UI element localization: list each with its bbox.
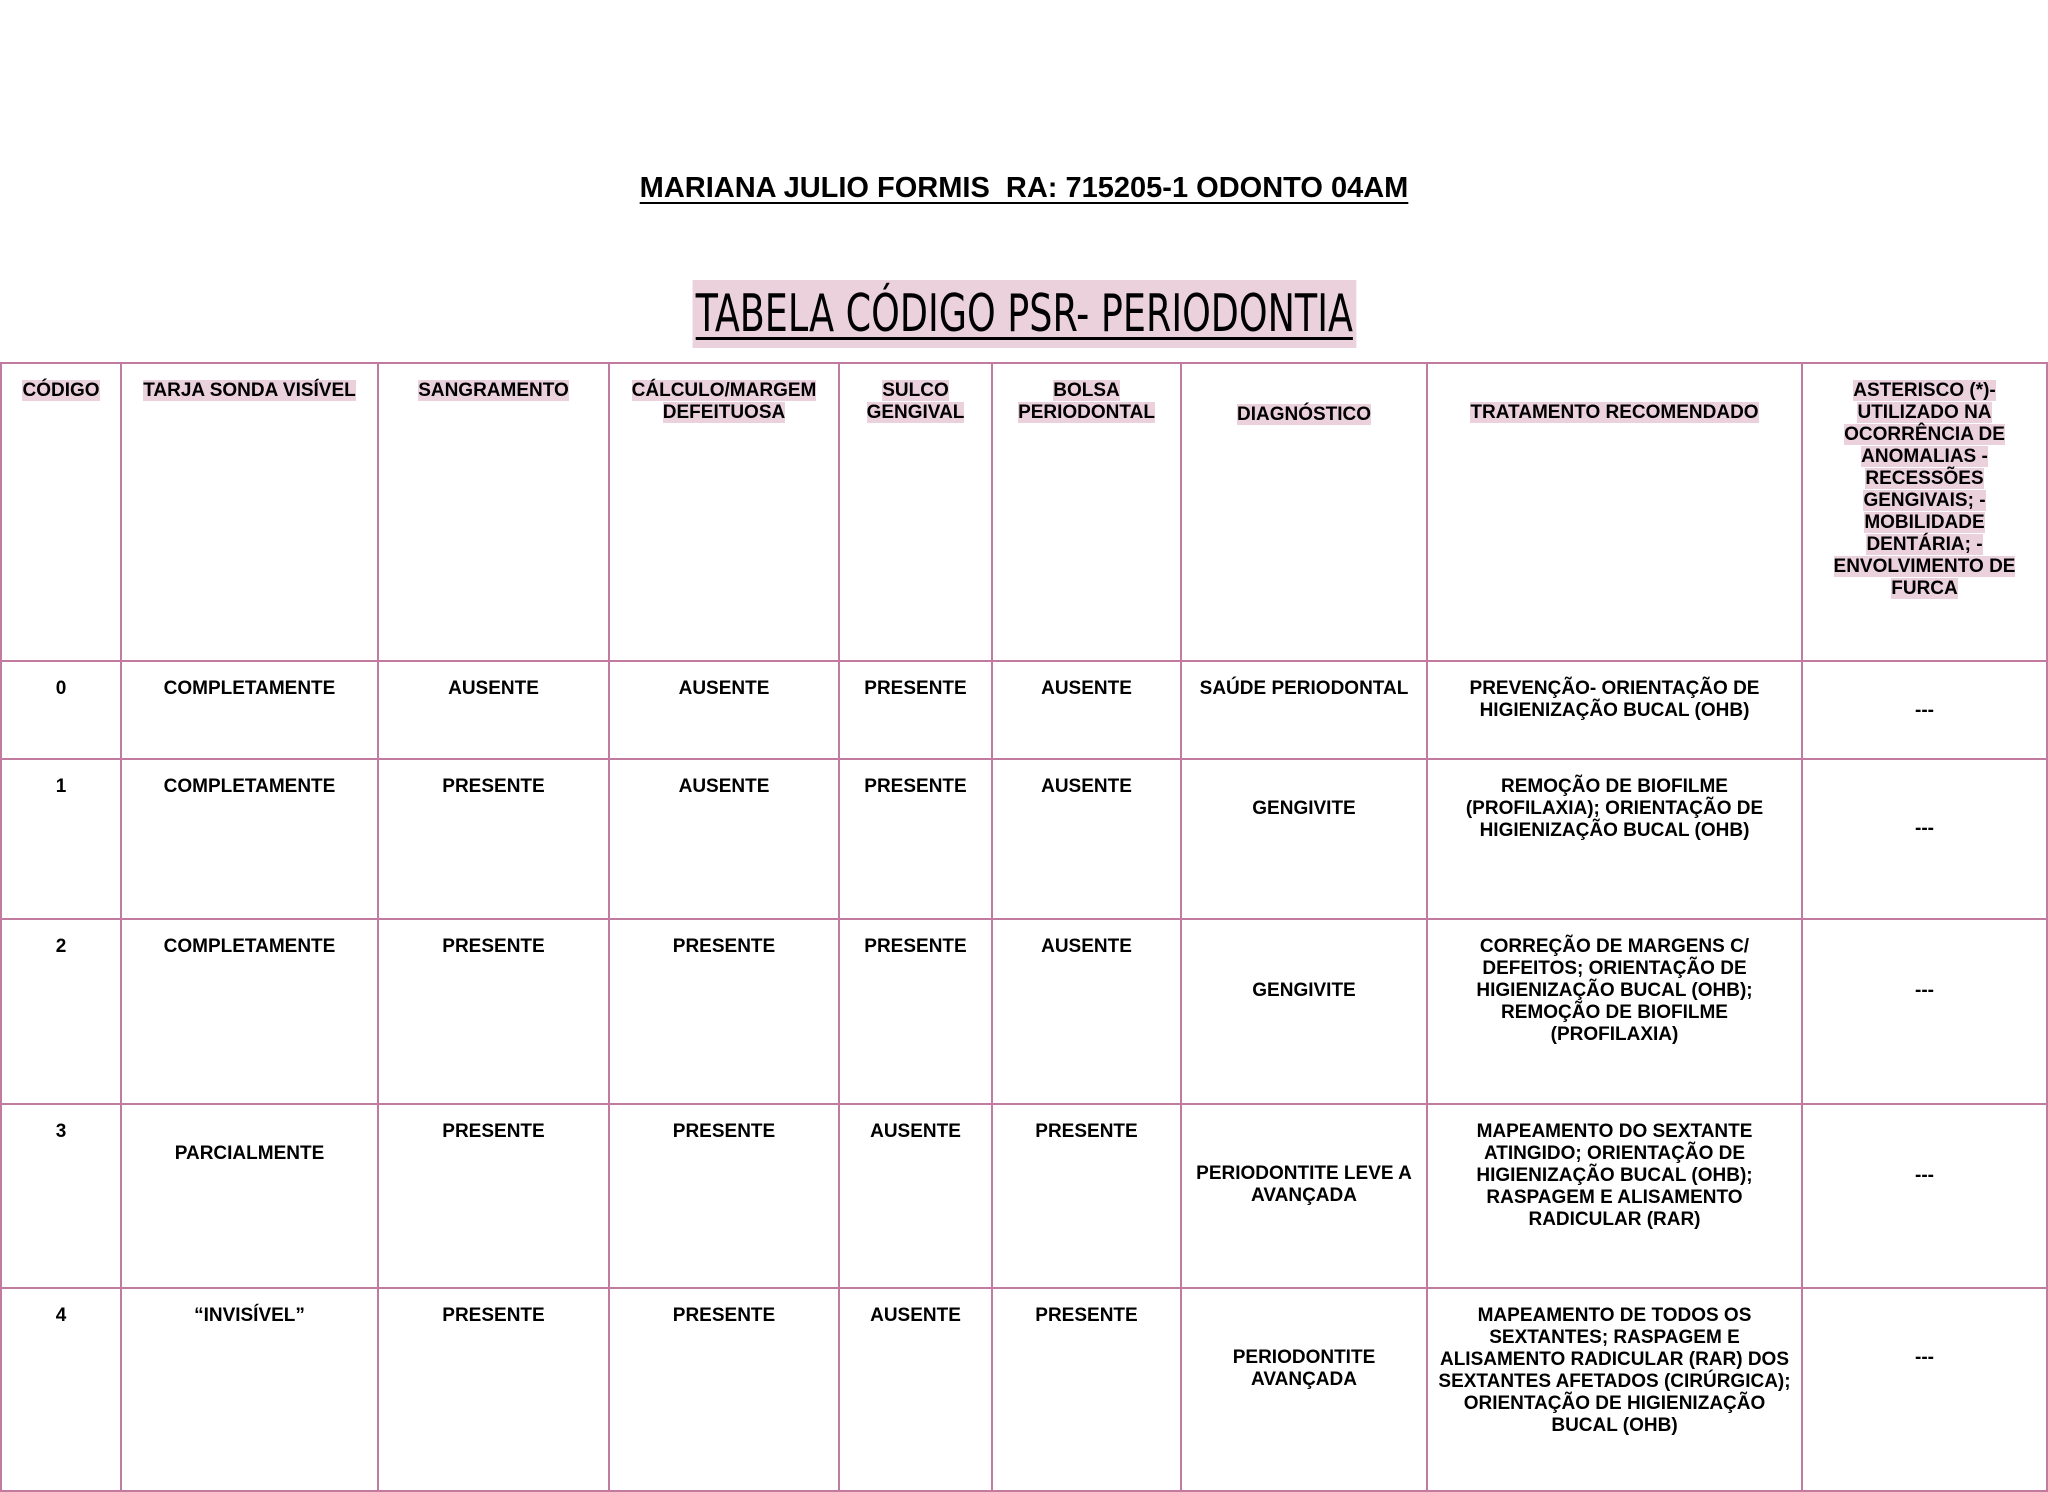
header-label: TARJA SONDA VISÍVEL: [143, 380, 356, 401]
header-label: DIAGNÓSTICO: [1236, 404, 1372, 425]
header-cell-calculo: [609, 363, 839, 661]
header-cell-asterisco: [1802, 363, 2047, 661]
cell-codigo: 3: [1, 1104, 121, 1288]
table-row: [1, 759, 2047, 919]
cell-bolsa: PRESENTE: [992, 1104, 1181, 1288]
cell-asterisco: ---: [1802, 1104, 2047, 1288]
header-label: CÓDIGO: [22, 380, 100, 401]
cell-asterisco: ---: [1802, 1288, 2047, 1491]
cell-bolsa: AUSENTE: [992, 759, 1181, 919]
header-cell-sangramento: [378, 363, 609, 661]
cell-sangramento: PRESENTE: [378, 919, 609, 1104]
document-title: TABELA CÓDIGO PSR- PERIODONTIA: [692, 280, 1355, 348]
table-row: [1, 919, 2047, 1104]
cell-tratamento: MAPEAMENTO DO SEXTANTE ATINGIDO; ORIENTAÇÃO DE HIGIENIZAÇÃO BUCAL (OHB); RASPAGEM E ALISAMENTO RADICULAR (RAR): [1427, 1104, 1802, 1288]
cell-codigo: 4: [1, 1288, 121, 1491]
table-row: [1, 1104, 2047, 1288]
cell-sulco: PRESENTE: [839, 759, 992, 919]
header-cell-tarja: [121, 363, 378, 661]
cell-diagnostico: GENGIVITE: [1181, 919, 1427, 1104]
cell-bolsa: PRESENTE: [992, 1288, 1181, 1491]
cell-codigo: 1: [1, 759, 121, 919]
table-row: [1, 1288, 2047, 1491]
cell-sulco: AUSENTE: [839, 1288, 992, 1491]
cell-tarja: COMPLETAMENTE: [121, 919, 378, 1104]
header-cell-tratamento: [1427, 363, 1802, 661]
cell-calculo: PRESENTE: [609, 1104, 839, 1288]
header-label: TRATAMENTO RECOMENDADO: [1470, 402, 1759, 423]
cell-tratamento: MAPEAMENTO DE TODOS OS SEXTANTES; RASPAGEM E ALISAMENTO RADICULAR (RAR) DOS SEXTANTES AFETADOS (CIRÚRGICA); ORIENTAÇÃO DE HIGIENIZAÇÃO BUCAL (OHB): [1427, 1288, 1802, 1491]
header-row: [1, 363, 2047, 661]
header-label: CÁLCULO/MARGEM DEFEITUOSA: [631, 380, 817, 423]
header-label: SANGRAMENTO: [418, 380, 569, 401]
cell-sulco: AUSENTE: [839, 1104, 992, 1288]
cell-sangramento: PRESENTE: [378, 1288, 609, 1491]
cell-sulco: PRESENTE: [839, 661, 992, 759]
cell-tarja: “INVISÍVEL”: [121, 1288, 378, 1491]
header-label: SULCO GENGIVAL: [866, 380, 965, 423]
cell-calculo: PRESENTE: [609, 1288, 839, 1491]
cell-codigo: 0: [1, 661, 121, 759]
cell-tratamento: CORREÇÃO DE MARGENS C/ DEFEITOS; ORIENTAÇÃO DE HIGIENIZAÇÃO BUCAL (OHB); REMOÇÃO DE BIOFILME (PROFILAXIA): [1427, 919, 1802, 1104]
cell-calculo: PRESENTE: [609, 919, 839, 1104]
cell-bolsa: AUSENTE: [992, 919, 1181, 1104]
cell-bolsa: AUSENTE: [992, 661, 1181, 759]
cell-tarja: COMPLETAMENTE: [121, 661, 378, 759]
cell-diagnostico: PERIODONTITE AVANÇADA: [1181, 1288, 1427, 1491]
cell-diagnostico: SAÚDE PERIODONTAL: [1181, 661, 1427, 759]
cell-tarja: COMPLETAMENTE: [121, 759, 378, 919]
student-header: MARIANA JULIO FORMIS RA: 715205-1 ODONTO 04AM: [639, 172, 1409, 204]
title-wrap: [0, 280, 2048, 348]
cell-asterisco: ---: [1802, 919, 2047, 1104]
header-cell-bolsa: [992, 363, 1181, 661]
cell-sulco: PRESENTE: [839, 919, 992, 1104]
cell-codigo: 2: [1, 919, 121, 1104]
cell-diagnostico: GENGIVITE: [1181, 759, 1427, 919]
cell-asterisco: ---: [1802, 759, 2047, 919]
header-label: BOLSA PERIODONTAL: [1018, 380, 1155, 423]
header-label: ASTERISCO (*)- UTILIZADO NA OCORRÊNCIA DE ANOMALIAS -RECESSÕES GENGIVAIS; -MOBILIDADE DENTÁRIA; -ENVOLVIMENTO DE FURCA: [1833, 380, 2016, 599]
cell-tratamento: REMOÇÃO DE BIOFILME (PROFILAXIA); ORIENTAÇÃO DE HIGIENIZAÇÃO BUCAL (OHB): [1427, 759, 1802, 919]
cell-sangramento: PRESENTE: [378, 759, 609, 919]
psr-table: [0, 362, 2048, 1492]
cell-asterisco: ---: [1802, 661, 2047, 759]
cell-calculo: AUSENTE: [609, 759, 839, 919]
header-cell-codigo: [1, 363, 121, 661]
table-row: [1, 661, 2047, 759]
cell-calculo: AUSENTE: [609, 661, 839, 759]
cell-tratamento: PREVENÇÃO- ORIENTAÇÃO DE HIGIENIZAÇÃO BUCAL (OHB): [1427, 661, 1802, 759]
header-cell-diagnostico: [1181, 363, 1427, 661]
cell-sangramento: AUSENTE: [378, 661, 609, 759]
cell-diagnostico: PERIODONTITE LEVE A AVANÇADA: [1181, 1104, 1427, 1288]
header-cell-sulco: [839, 363, 992, 661]
cell-sangramento: PRESENTE: [378, 1104, 609, 1288]
cell-tarja: PARCIALMENTE: [121, 1104, 378, 1288]
